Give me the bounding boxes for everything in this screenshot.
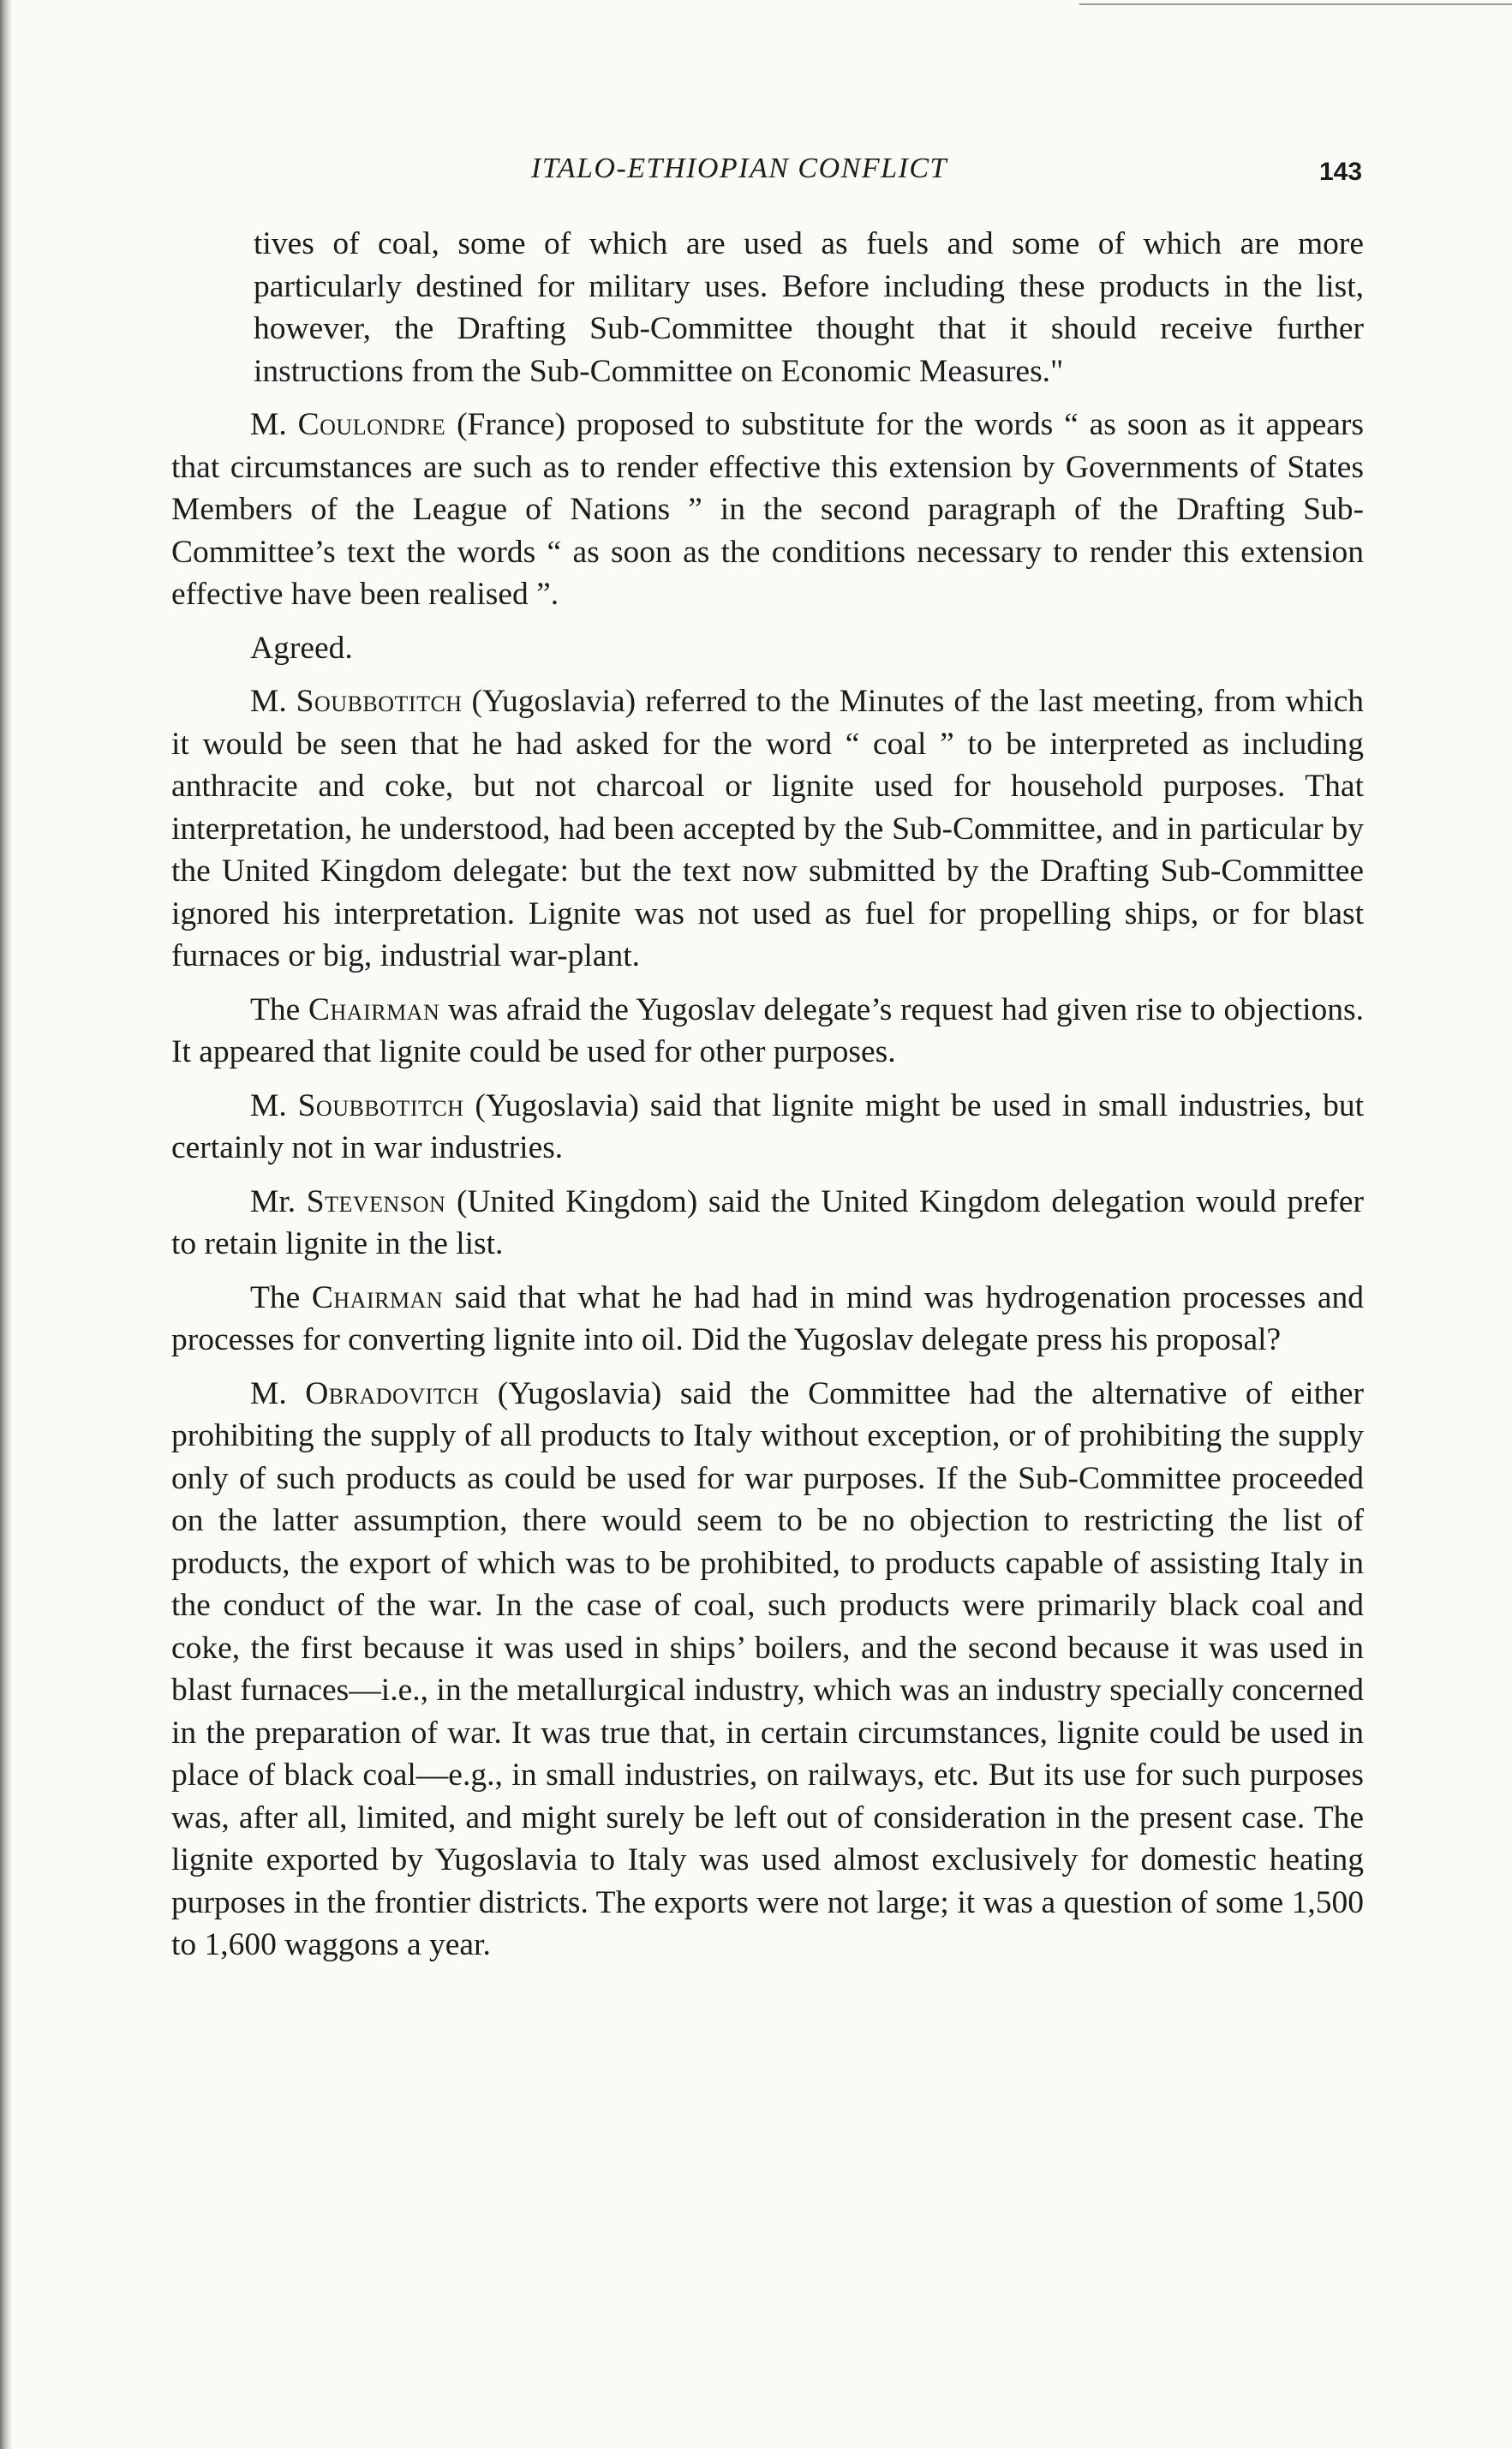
speaker-name: Stevenson (306, 1183, 446, 1219)
paragraph-text: tives of coal, some of which are used as fuels and some of which are more particularly destined for military uses. Before including these products in the list, however, the Drafting Sub-Committee thought that it should receive further instructions from the Sub-Committee on Economic Measures." (254, 226, 1364, 389)
paragraph-text: was afraid the Yugoslav delegate’s request had given rise to objections. It appeared that lignite could be used for other purposes. (171, 991, 1365, 1069)
running-title: ITALO-ETHIOPIAN CONFLICT (531, 153, 947, 184)
paragraph-text: (Yugoslavia) said the Committee had the alternative of either prohibiting the supply of all products to Italy without exception, or of prohibiting the supply only of such products as could be used for war purposes. If the Sub-Committee proceeded on the latter assumption, there would seem to be no objection to restricting the list of products, the export of which was to be prohibited, to products capable of assisting Italy in the conduct of the war. In the case of coal, such products were primarily black coal and coke, the first because it was used in ships’ boilers, and the second because it was used in blast furnaces—i.e., in the metallurgical industry, which was an industry specially concerned in the preparation of war. It was true that, in certain circumstances, lignite could be used in place of black coal—e.g., in small industries, on railways, etc. But its use for such purposes was, after all, limited, and might surely be left out of consideration in the present case. The lignite exported by Yugoslavia to Italy was used almost exclusively for domestic heating purposes in the frontier districts. The exports were not large; it was a question of some 1,500 to 1,600 waggons a year. (171, 1375, 1364, 1962)
page-binding-edge (0, 0, 12, 2449)
paragraph-chairman-2 (171, 1277, 1364, 1362)
body-text (171, 223, 1364, 1978)
honorific: The (250, 991, 301, 1027)
speaker-name: Obradovitch (305, 1375, 480, 1411)
honorific: The (250, 1279, 301, 1315)
honorific: M. (250, 1087, 287, 1123)
paragraph-agreed (171, 627, 1364, 670)
speaker-name: Soubbotitch (297, 1087, 464, 1123)
paragraph-soubbotitch-2 (171, 1085, 1364, 1170)
paragraph-text: (Yugoslavia) referred to the Minutes of the last meeting, from which it would be seen that he had asked for the word “ coal ” to be interpreted as including anthracite and coke, but not charcoal or lignite used for household purposes. That interpretation, he understood, had been accepted by the Sub-Committee, and in particular by the United Kingdom delegate: but the text now submitted by the Drafting Sub-Committee ignored his interpretation. Lignite was not used as fuel for propelling ships, or for blast furnaces or big, industrial war-plant. (171, 684, 1365, 973)
paragraph-stevenson (171, 1181, 1364, 1266)
paragraph-obradovitch (171, 1373, 1364, 1967)
speaker-name: Chairman (308, 991, 440, 1027)
honorific: M. (250, 407, 287, 442)
page-header (0, 153, 1512, 201)
speaker-name: Chairman (311, 1279, 444, 1315)
paragraph-soubbotitch-1 (171, 680, 1364, 978)
speaker-name: Coulondre (297, 407, 446, 442)
page-number: 143 (1319, 158, 1363, 186)
top-rule (1079, 3, 1512, 5)
paragraph-text: (Yugoslavia) said that lignite might be used in small industries, but certainly not in war industries. (171, 1087, 1364, 1165)
paragraph-chairman-1 (171, 989, 1364, 1074)
honorific: M. (250, 684, 287, 719)
paragraph-text: (France) proposed to substitute for the words “ as soon as it appears that circumstances are such as to render effective this extension by Governments of States Members of the League of Nations ” in the second paragraph of the Drafting Sub-Committee’s text the words “ as soon as the conditions necessary to render this extension effective have been realised ”. (171, 407, 1365, 612)
speaker-name: Soubbotitch (296, 684, 463, 719)
quoted-continuation-paragraph (171, 223, 1364, 392)
paragraph-text: said that what he had had in mind was hydrogenation processes and processes for converting lignite into oil. Did the Yugoslav delegate press his proposal? (171, 1279, 1365, 1357)
honorific: Mr. (250, 1183, 296, 1219)
paragraph-text: (United Kingdom) said the United Kingdom delegation would prefer to retain lignite in the list. (171, 1183, 1365, 1261)
honorific: M. (250, 1375, 287, 1411)
paragraph-text: Agreed. (250, 630, 353, 666)
paragraph-coulondre (171, 404, 1364, 616)
